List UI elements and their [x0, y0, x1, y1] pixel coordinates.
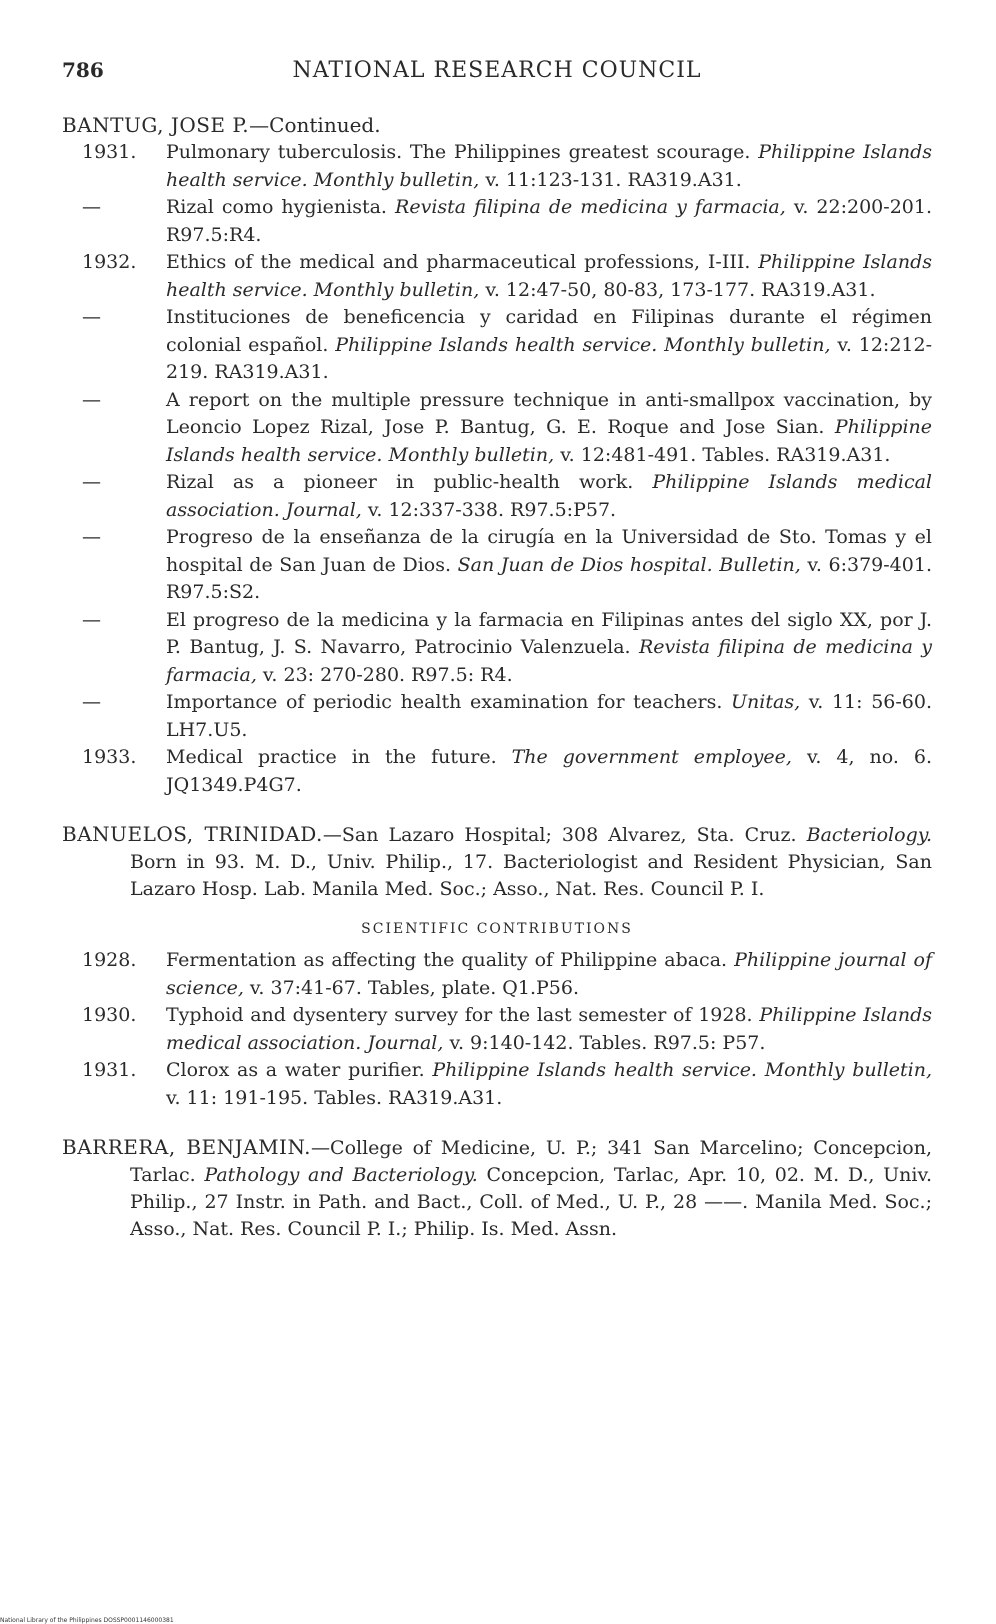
author-name: BANTUG, JOSE P.: [62, 113, 250, 137]
entry-title: Pulmonary tuberculosis. The Philippines greatest scourage.: [166, 141, 751, 163]
author-address: —College of Medicine, U. P.; 341 San Marcelino; Concepcion, Tarlac.: [130, 1137, 932, 1186]
entry-reference: v. 11: 56-60. LH7.U5.: [166, 691, 933, 741]
entry-journal: Philippine journal of science,: [166, 949, 933, 999]
bibliography-entry: [62, 689, 932, 744]
entry-journal: Philippine Islands medical association. Journal,: [166, 1004, 933, 1054]
entry-year: 1931.: [82, 1059, 137, 1081]
continued-label: —Continued.: [249, 113, 381, 137]
entry-reference: v. 22:200-201. R97.5:R4.: [166, 196, 932, 246]
entry-journal: Unitas,: [731, 691, 801, 713]
bibliography-entry: [62, 139, 932, 194]
entry-reference: v. 4, no. 6. JQ1349.P4G7.: [166, 746, 933, 796]
scan-footer: National Library of the Philippines DOSSP0001146000381: [0, 1617, 174, 1624]
bibliography-entry: [62, 469, 932, 524]
entry-year: 1931.: [82, 141, 137, 163]
author-address: —San Lazaro Hospital; 308 Alvarez, Sta. Cruz.: [322, 824, 797, 846]
repeat-year-dash: —: [82, 196, 101, 218]
entry-title: Instituciones de beneficencia y caridad en Filipinas durante el régimen colonial español.: [166, 306, 932, 356]
entry-year: 1930.: [82, 1004, 137, 1026]
repeat-year-dash: —: [82, 306, 101, 328]
author-entry-banuelos: [62, 821, 932, 903]
entry-journal: Philippine Islands health service. Monthly bulletin,: [166, 251, 932, 301]
entry-reference: v. 11:123-131. RA319.A31.: [485, 168, 742, 191]
entry-title: A report on the multiple pressure technique in anti-smallpox vaccination, by Leoncio Lopez Rizal, Jose P. Bantug, G. E. Roque and Jose Sian.: [166, 388, 932, 438]
section-heading: SCIENTIFIC CONTRIBUTIONS: [361, 921, 633, 937]
bibliography-entry: [62, 947, 932, 1002]
author-heading-bantug: [62, 112, 932, 139]
entry-journal: Revista filipina de medicina y farmacia,: [166, 636, 932, 686]
entry-title: Typhoid and dysentery survey for the last semester of 1928.: [166, 1004, 753, 1026]
entry-reference: v. 12:481-491. Tables. RA319.A31.: [560, 443, 891, 466]
entry-title: Clorox as a water purifier.: [166, 1059, 425, 1081]
entry-journal: Philippine Islands medical association. Journal,: [166, 471, 932, 521]
page-header: [62, 58, 932, 88]
entry-reference: v. 23: 270-280. R97.5: R4.: [262, 663, 513, 686]
entry-title: El progreso de la medicina y la farmacia en Filipinas antes del siglo XX, por J. P. Bantug, J. S. Navarro, Patrocinio Valenzuela.: [166, 608, 932, 658]
entry-journal: Revista filipina de medicina y farmacia,: [395, 196, 786, 218]
bibliography-entry: [62, 194, 932, 249]
bibliography-entry: [62, 524, 932, 607]
entry-journal: Philippine Islands health service. Monthly bulletin,: [432, 1059, 932, 1081]
entry-reference: v. 11: 191-195. Tables. RA319.A31.: [166, 1086, 503, 1109]
entry-reference: v. 6:379-401. R97.5:S2.: [166, 553, 932, 603]
entry-journal: Philippine Islands health service. Monthly bulletin,: [166, 141, 932, 191]
bibliography-entry: [62, 249, 932, 304]
repeat-year-dash: —: [82, 526, 101, 548]
repeat-year-dash: —: [82, 608, 101, 631]
banuelos-entries: [62, 947, 932, 1112]
entry-title: Ethics of the medical and pharmaceutical professions, I-III.: [166, 251, 751, 273]
entry-year: 1928.: [82, 949, 137, 971]
author-field: Bacteriology.: [806, 824, 932, 846]
entry-journal: San Juan de Dios hospital. Bulletin,: [457, 553, 801, 576]
entry-title: Rizal como hygienista.: [166, 196, 387, 218]
bantug-entries: [62, 139, 932, 799]
author-entry-barrera: [62, 1134, 932, 1243]
bibliography-entry: [62, 744, 932, 799]
repeat-year-dash: —: [82, 388, 101, 411]
entry-title: Rizal as a pioneer in public-health work.: [166, 471, 634, 493]
entry-journal: Philippine Islands health service. Monthly bulletin,: [335, 333, 831, 356]
bibliography-entry: [62, 304, 932, 387]
entry-title: Importance of periodic health examination for teachers.: [166, 691, 723, 713]
bibliography-entry: [62, 387, 932, 470]
page-content: [62, 112, 932, 1243]
entry-reference: v. 12:212-219. RA319.A31.: [166, 333, 933, 383]
entry-title: Fermentation as affecting the quality of Philippine abaca.: [166, 949, 728, 971]
running-title: NATIONAL RESEARCH COUNCIL: [292, 58, 702, 83]
entry-year: 1933.: [82, 746, 137, 768]
author-field: Pathology and Bacteriology.: [204, 1164, 478, 1186]
page-number: 786: [62, 58, 104, 82]
repeat-year-dash: —: [82, 471, 101, 493]
bibliography-entry: [62, 1057, 932, 1112]
entry-reference: v. 37:41-67. Tables, plate. Q1.P56.: [249, 976, 579, 999]
entry-reference: v. 12:47-50, 80-83, 173-177. RA319.A31.: [485, 278, 876, 301]
entry-reference: v. 12:337-338. R97.5:P57.: [367, 498, 617, 521]
entry-reference: v. 9:140-142. Tables. R97.5: P57.: [449, 1031, 766, 1054]
repeat-year-dash: —: [82, 691, 101, 713]
entry-journal: Philippine Islands health service. Monthly bulletin,: [166, 416, 933, 466]
author-name: BARRERA, BENJAMIN.: [62, 1135, 312, 1159]
entry-journal: The government employee,: [511, 746, 792, 768]
author-name: BANUELOS, TRINIDAD.: [62, 822, 323, 846]
bibliography-entry: [62, 1002, 932, 1057]
entry-year: 1932.: [82, 251, 137, 273]
author-bio: Born in 93. M. D., Univ. Philip., 17. Bacteriologist and Resident Physician, San Lazaro Hosp. Lab. Manila Med. Soc.; Asso., Nat. Res. Council P. I.: [130, 851, 932, 900]
entry-title: Medical practice in the future.: [166, 746, 497, 768]
author-bio: Concepcion, Tarlac, Apr. 10, 02. M. D., Univ. Philip., 27 Instr. in Path. and Bact., Coll. of Med., U. P., 28 ——. Manila Med. Soc.; Asso., Nat. Res. Council P. I.; Philip. Is. Med. Assn.: [130, 1164, 932, 1240]
entry-title: Progreso de la enseñanza de la cirugía en la Universidad de Sto. Tomas y el hospital de San Juan de Dios.: [166, 526, 932, 576]
bibliography-entry: [62, 607, 932, 690]
